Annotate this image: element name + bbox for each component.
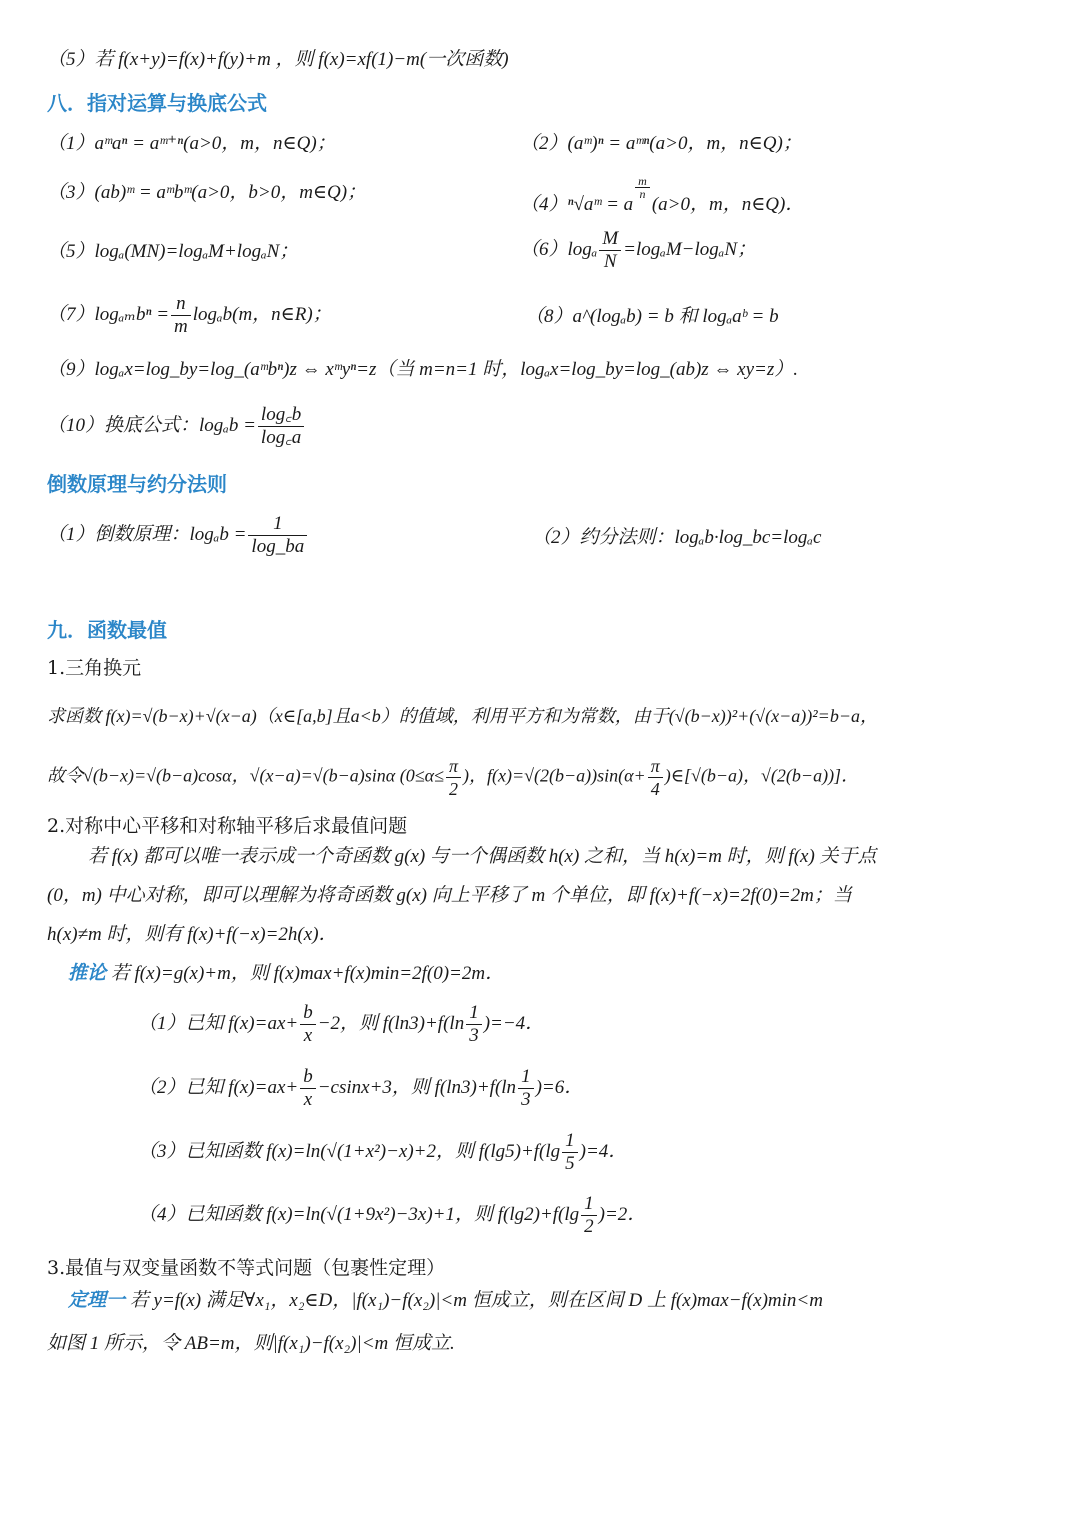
theorem-one-body: 若 y=f(x) 满足∀x₁，x₂∈D，|f(x₁)−f(x₂)|<m 恒成立，则在区间 D 上 f(x)max−f(x)min<m (129, 1290, 823, 1311)
example-4-b: )=2． (598, 1203, 647, 1225)
example-2-b: −csinx+3，则 f(ln3)+f(ln (317, 1076, 517, 1098)
frac-den: N (603, 251, 617, 272)
frac-den: 5 (565, 1153, 575, 1174)
formula-log-6 (520, 228, 756, 273)
example-1-b: −2，则 f(ln3)+f(ln (317, 1012, 465, 1034)
formula-power-4-lead: （4）ⁿ√aᵐ = a (520, 194, 634, 215)
subheading-wrapping-theorem: 3.最值与双变量函数不等式问题（包裹性定理） (47, 1257, 446, 1279)
frac-num: 1 (518, 1066, 534, 1089)
frac-num: b (300, 1066, 316, 1089)
paragraph-trig-2-b: )，f(x)=√(2(b−a))sin(α+ (462, 765, 646, 786)
frac-den: 4 (650, 779, 660, 799)
frac-num: 1 (466, 1002, 482, 1025)
frac-num: 1 (248, 513, 307, 536)
paragraph-symmetry-3: h(x)≠m 时，则有 f(x)+f(−x)=2h(x)． (47, 924, 338, 945)
section-heading-9: 九．函数最值 (47, 618, 167, 642)
paragraph-trig-2 (47, 755, 859, 800)
example-2-a: （2）已知 f(x)=ax+ (138, 1076, 299, 1098)
frac-den: log_ba (251, 536, 305, 557)
example-3-a: （3）已知函数 f(x)=ln(√(1+x²)−x)+2，则 f(lg5)+f(lg (138, 1140, 561, 1162)
formula-log-8: （8）a^(logₐb) = b 和 logₐaᵇ = b (525, 306, 779, 327)
example-1 (138, 1002, 544, 1047)
section-heading-8: 八．指对运算与换底公式 (47, 91, 267, 115)
example-3-b: )=4． (579, 1140, 628, 1162)
formula-log-7-lead: （7）logₐₘbⁿ = (47, 303, 170, 325)
formula-power-4-tail: (a>0，m，n∈Q)． (651, 194, 805, 215)
paragraph-trig-1: 求函数 f(x)=√(b−x)+√(x−a)（x∈[a,b]且a<b）的值域，利用平方和为常数，由于(√(b−x))²+(√(x−a))²=b−a， (47, 706, 878, 726)
frac-den: 2 (584, 1216, 594, 1237)
frac-num: 1 (581, 1193, 597, 1216)
formula-log-6-tail: =logₐM−logₐN； (623, 238, 756, 260)
formula-reciprocal (47, 513, 309, 558)
formula-power-2: （2）(aᵐ)ⁿ = aᵐⁿ(a>0，m，n∈Q)； (520, 133, 802, 154)
corollary-label: 推论 (68, 963, 107, 984)
paragraph-symmetry-1: 若 f(x) 都可以唯一表示成一个奇函数 g(x) 与一个偶函数 h(x) 之和，当 h(x)=m 时，则 f(x) 关于点 (88, 846, 877, 867)
frac-num: M (599, 228, 621, 251)
fraction-M-over-N (599, 228, 621, 273)
fraction-b-over-x (300, 1066, 316, 1111)
corollary-body: 若 f(x)=g(x)+m，则 f(x)max+f(x)min=2f(0)=2m． (110, 963, 505, 984)
formula-change-of-base-lead: （10）换底公式：logₐb = (47, 414, 256, 436)
theorem-one-line (68, 1289, 823, 1313)
formula-reciprocal-lead: （1）倒数原理：logₐb = (47, 523, 247, 545)
exponent-m-over-n (635, 175, 650, 200)
example-3 (138, 1130, 627, 1175)
paragraph-trig-2-a: 故令√(b−x)=√(b−a)cosα，√(x−a)=√(b−a)sinα (0≤α≤ (47, 765, 444, 786)
formula-5-linear: （5）若 f(x+y)=f(x)+f(y)+m ，则 f(x)=xf(1)−m(一次函数) (47, 49, 509, 70)
frac-den: x (303, 1025, 313, 1046)
frac-num: n (171, 293, 191, 316)
fraction-one-third (466, 1002, 482, 1047)
formula-change-of-base (47, 404, 306, 449)
example-1-c: )=−4． (483, 1012, 545, 1034)
fraction-change-of-base (258, 404, 304, 449)
paragraph-symmetry-2: (0，m) 中心对称，即可以理解为将奇函数 g(x) 向上平移了 m 个单位，即 f(x)+f(−x)=2f(0)=2m；当 (47, 885, 852, 906)
example-4-a: （4）已知函数 f(x)=ln(√(1+9x²)−3x)+1，则 f(lg2)+f(lg (138, 1203, 580, 1225)
formula-power-1: （1）aᵐaⁿ = aᵐ⁺ⁿ(a>0，m，n∈Q)； (47, 133, 336, 154)
formula-log-6-lead: （6）logₐ (520, 238, 598, 260)
fraction-pi-over-2 (446, 755, 461, 800)
formula-log-7 (47, 293, 332, 338)
frac-den: 3 (469, 1025, 479, 1046)
formula-power-3: （3）(ab)ᵐ = aᵐbᵐ(a>0，b>0，m∈Q)； (47, 182, 367, 203)
theorem-one-label: 定理一 (68, 1290, 126, 1311)
formula-log-9: （9）logₐx=log_by=log_(aᵐbⁿ)z ⇔ xᵐyⁿ=z（当 m=n=1 时，logₐx=log_by=log_(ab)z ⇔ xy=z）. (47, 359, 798, 380)
example-1-a: （1）已知 f(x)=ax+ (138, 1012, 299, 1034)
formula-log-5: （5）logₐ(MN)=logₐM+logₐN； (47, 241, 299, 262)
frac-num: b (300, 1002, 316, 1025)
formula-power-4 (520, 175, 804, 217)
example-4 (138, 1193, 646, 1238)
frac-den: log꜀a (260, 427, 302, 448)
frac-num: log꜀b (258, 404, 304, 427)
frac-den: m (174, 316, 188, 337)
fraction-one-third (518, 1066, 534, 1111)
subheading-trig-substitution: 1.三角换元 (47, 657, 142, 679)
frac-num: m (635, 175, 650, 188)
corollary-line (68, 962, 504, 986)
figure-reference-line: 如图 1 所示，令 AB=m，则|f(x₁)−f(x₂)|<m 恒成立. (47, 1333, 455, 1354)
frac-num: 1 (562, 1130, 578, 1153)
fraction-reciprocal (248, 513, 307, 558)
frac-den: x (303, 1089, 313, 1110)
frac-den: 3 (521, 1089, 531, 1110)
paragraph-trig-2-c: )∈[√(b−a)，√(2(b−a))]． (664, 765, 860, 786)
fraction-b-over-x (300, 1002, 316, 1047)
frac-den: 2 (448, 779, 458, 799)
section-heading-reciprocal: 倒数原理与约分法则 (47, 472, 227, 496)
fraction-one-fifth (562, 1130, 578, 1175)
formula-cancellation: （2）约分法则：logₐb·log_bc=logₐc (532, 527, 822, 548)
subheading-symmetry-shift: 2.对称中心平移和对称轴平移后求最值问题 (47, 815, 408, 837)
example-2-c: )=6． (535, 1076, 584, 1098)
frac-num: π (648, 755, 663, 778)
frac-den: n (639, 187, 646, 201)
formula-log-7-tail: logₐb(m，n∈R)； (192, 303, 332, 325)
fraction-n-over-m (171, 293, 191, 338)
fraction-pi-over-4 (648, 755, 663, 800)
fraction-one-half (581, 1193, 597, 1238)
example-2 (138, 1066, 583, 1111)
frac-num: π (446, 755, 461, 778)
